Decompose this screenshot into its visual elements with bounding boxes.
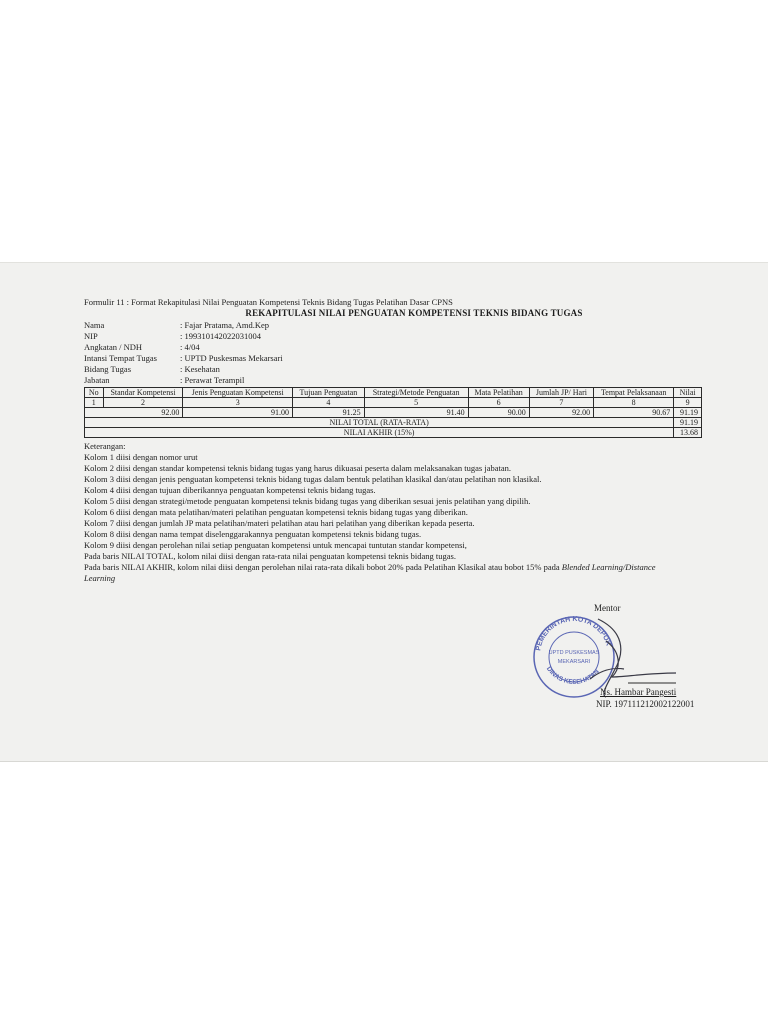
info-value: : Perawat Terampil <box>180 375 245 385</box>
final-row <box>85 428 702 438</box>
note-line: Kolom 7 diisi dengan jumlah JP mata pelatihan/materi pelatihan atau hari pelatihan yang diberikan kepada peserta. <box>84 518 475 528</box>
notes-title: Keterangan: <box>84 441 126 451</box>
value-tempat-pelaksanaan: 90.67 <box>594 408 674 418</box>
info-label: NIP <box>84 331 98 341</box>
note-line: Kolom 4 diisi dengan tujuan diberikannya penguatan kompetensi teknis bidang tugas. <box>84 485 376 495</box>
column-number: 8 <box>594 398 674 408</box>
mentor-name: Ns. Hambar Pangesti <box>600 687 677 697</box>
info-value: : 199310142022031004 <box>180 331 261 341</box>
info-value: : Kesehatan <box>180 364 220 374</box>
value-standar-kompetensi: 92.00 <box>85 408 183 418</box>
header-jenis-penguatan: Jenis Penguatan Kompetensi <box>183 388 293 398</box>
signature-block <box>528 601 748 721</box>
info-label: Angkatan / NDH <box>84 342 143 352</box>
info-value: : Fajar Pratama, Amd.Kep <box>180 320 269 330</box>
info-row <box>84 375 704 386</box>
value-jenis-penguatan: 91.00 <box>183 408 293 418</box>
mentor-label: Mentor <box>594 603 621 613</box>
identity-block <box>84 320 704 386</box>
stamp-middle-text-2: MEKARSARI <box>557 659 591 665</box>
table-header-row <box>85 388 702 398</box>
info-label: Nama <box>84 320 105 330</box>
note-line-continued: Learning <box>84 573 116 583</box>
header-tempat-pelaksanaan: Tempat Pelaksanaan <box>594 388 674 398</box>
value-strategi-metode: 91.40 <box>364 408 468 418</box>
total-label: NILAI TOTAL (RATA-RATA) <box>85 418 674 428</box>
note-line: Kolom 3 diisi dengan jenis penguatan kompetensi teknis bidang tugas dalam bentuk pelatihan klasikal dan/atau pelatihan non klasikal. <box>84 474 542 484</box>
table-row <box>85 408 702 418</box>
header-tujuan-penguatan: Tujuan Penguatan <box>293 388 365 398</box>
value-mata-pelatihan: 90.00 <box>468 408 529 418</box>
header-nilai: Nilai <box>674 388 702 398</box>
recap-table <box>84 387 702 438</box>
notes-block <box>84 441 704 584</box>
header-mata-pelatihan: Mata Pelatihan <box>468 388 529 398</box>
note-line: Kolom 5 diisi dengan strategi/metode penguatan kompetensi teknis bidang tugas yang diberikan sesuai jenis pelatihan yang dipilih. <box>84 496 531 506</box>
info-value: : UPTD Puskesmas Mekarsari <box>180 353 283 363</box>
value-nilai: 91.19 <box>674 408 702 418</box>
column-number: 1 <box>85 398 104 408</box>
final-label: NILAI AKHIR (15%) <box>85 428 674 438</box>
total-value: 91.19 <box>674 418 702 428</box>
note-line: Kolom 6 diisi dengan mata pelatihan/materi pelatihan penguatan kompetensi teknis bidang tugas yang diberikan. <box>84 507 468 517</box>
stamp-bottom-text: DINAS KESEHATAN <box>544 665 601 686</box>
column-number: 4 <box>293 398 365 408</box>
note-line: Pada baris NILAI TOTAL, kolom nilai diisi dengan rata-rata nilai penguatan kompetensi teknis bidang tugas. <box>84 551 456 561</box>
note-line: Kolom 2 diisi dengan standar kompetensi teknis bidang tugas yang harus dikuasai peserta dalam melaksanakan tugas jabatan. <box>84 463 512 473</box>
column-number: 6 <box>468 398 529 408</box>
value-tujuan-penguatan: 91.25 <box>293 408 365 418</box>
note-line-final <box>84 562 704 573</box>
header-no: No <box>85 388 104 398</box>
column-number: 9 <box>674 398 702 408</box>
stamp-top-text: PEMERINTAH KOTA DEPOK <box>535 615 612 652</box>
info-row <box>84 342 704 353</box>
note-line: Kolom 9 diisi dengan perolehan nilai setiap penguatan kompetensi untuk mencapai tuntutan standar kompetensi, <box>84 540 467 550</box>
info-label: Intansi Tempat Tugas <box>84 353 157 363</box>
document-sheet <box>0 262 768 762</box>
stamp-middle-text-1: UPTD PUSKESMAS <box>548 650 600 656</box>
final-value: 13.68 <box>674 428 702 438</box>
note-final-text: Pada baris NILAI AKHIR, kolom nilai diisi dengan perolehan nilai rata-rata dikali bobot 20% pada Pelatihan Klasikal atau bobot 15% pada <box>84 562 562 572</box>
header-jumlah-jp: Jumlah JP/ Hari <box>529 388 593 398</box>
note-line: Kolom 8 diisi dengan nama tempat diselenggarakannya penguatan kompetensi teknis bidang tugas. <box>84 529 422 539</box>
info-row <box>84 331 704 342</box>
mentor-nip: NIP. 197111212002122001 <box>596 699 695 709</box>
total-row <box>85 418 702 428</box>
main-title: REKAPITULASI NILAI PENGUATAN KOMPETENSI TEKNIS BIDANG TUGAS <box>245 308 583 318</box>
column-number: 5 <box>364 398 468 408</box>
column-number: 2 <box>103 398 183 408</box>
column-number-row <box>85 398 702 408</box>
info-label: Bidang Tugas <box>84 364 131 374</box>
value-jumlah-jp: 92.00 <box>529 408 593 418</box>
info-row <box>84 364 704 375</box>
info-label: Jabatan <box>84 375 110 385</box>
column-number: 3 <box>183 398 293 408</box>
document-body <box>84 297 704 584</box>
info-row <box>84 320 704 331</box>
note-final-italic: Blended Learning/Distance <box>561 562 656 572</box>
info-value: : 4/04 <box>180 342 200 352</box>
note-line: Kolom 1 diisi dengan nomor urut <box>84 452 198 462</box>
header-standar-kompetensi: Standar Kompetensi <box>103 388 183 398</box>
info-row <box>84 353 704 364</box>
form-title: Formulir 11 : Format Rekapitulasi Nilai Penguatan Kompetensi Teknis Bidang Tugas Pelatihan Dasar CPNS <box>84 297 453 307</box>
header-strategi-metode: Strategi/Metode Penguatan <box>364 388 468 398</box>
column-number: 7 <box>529 398 593 408</box>
